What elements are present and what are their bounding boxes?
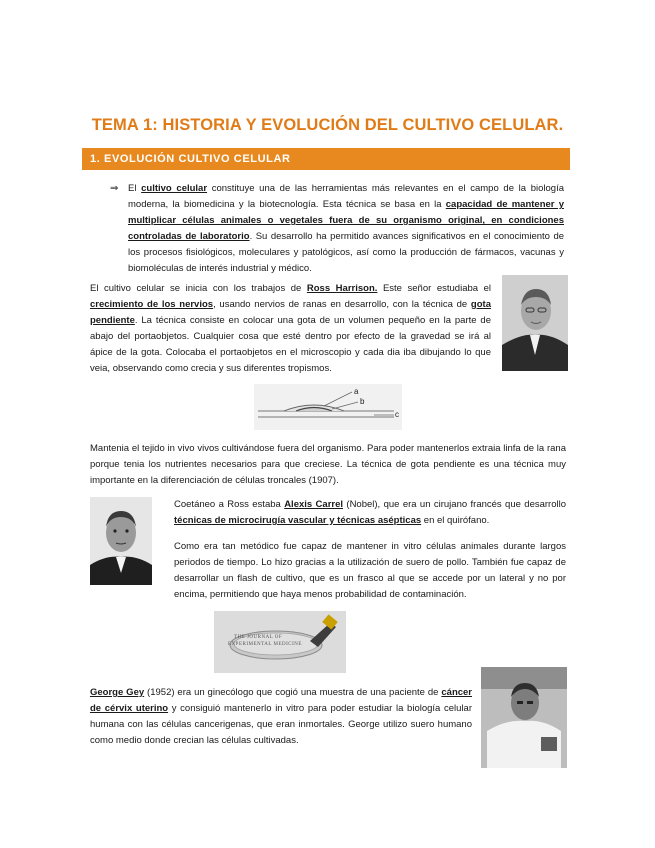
journal-line2: EXPERIMENTAL MEDICINE [228,642,302,647]
text: constituye una de las herramientas más relevantes en el campo de la biología moderna, la biomedicina y la biotecnología. Esta técnica se basa en la [128,183,564,210]
text: El [128,183,142,194]
section-heading: 1. EVOLUCIÓN CULTIVO CELULAR [82,148,570,170]
page-title: TEMA 1: HISTORIA Y EVOLUCIÓN DEL CULTIVO CELULAR. [91,116,564,134]
culture-flask-photo [214,611,346,673]
journal-line1: THE JOURNAL OF [234,635,283,640]
ross-harrison-photo [502,275,568,371]
text: (1952) era un ginecólogo que cogió una muestra de una paciente de [144,687,442,698]
keyword-capacidad: capacidad de mantener y multiplicar células animales o vegetales fuera de su organismo original, en condiciones controladas de laboratorio [128,199,564,242]
text: en el quirófano. [421,515,490,526]
alexis-carrel-photo [90,497,152,585]
george-gey-photo [481,667,567,768]
intro-paragraph [128,181,564,277]
keyword-gota-pendiente: gota pendiente [90,299,491,326]
gey-paragraph [90,685,472,749]
hanging-drop-diagram [254,384,402,430]
keyword-george-gey: George Gey [90,687,145,698]
keyword-cancer-cervix: cáncer de cérvix uterino [90,687,473,714]
text: Este señor estudiaba el [377,283,491,294]
text: (Nobel), que era un cirujano francés que desarrollo [343,499,567,510]
text: Coetáneo a Ross estaba [174,499,285,510]
text: El cultivo celular se inicia con los trabajos de [90,283,307,294]
text: . Su desarrollo ha permitido avances significativos en el conocimiento de los procesos fisiológicos, moleculares y patológicos, así como la producción de fármacos, vacunas y biomoléculas de interés industrial y médico. [128,231,565,274]
text: . La técnica consiste en colocar una gota de un volumen pequeño en la parte de abajo del portaobjetos. Cualquier cosa que esté dentro por efecto de la gravedad se irá al ápice de la gota. Colocaba el portaobjetos en el microscopio y cada dia iba dibujando lo que veia, observando como crecia y sus diferentes tropismos. [90,315,491,374]
keyword-crecimiento-nervios: crecimiento de los nervios [90,299,214,310]
keyword-alexis-carrel: Alexis Carrel [284,499,344,510]
diagram-label-c: c [395,410,399,419]
text: , usando nervios de ranas en desarrollo, con la técnica de [213,299,471,310]
harrison-paragraph [90,281,491,377]
carrel-paragraph [174,497,566,529]
bullet-arrow-icon: ⇒ [110,183,119,194]
keyword-tecnicas: técnicas de microcirugía vascular y técnicas asépticas [174,515,422,526]
diagram-label-b: b [360,397,365,406]
keyword-cultivo-celular: cultivo celular [141,183,208,194]
diagram-label-a: a [354,387,359,396]
text: y consiguió mantenerlo in vitro para poder estudiar la biología celular humana con las células cancerigenas, que eran inmortales. George utilizo suero humano como medio donde crecian las células cultivadas. [90,703,472,746]
carrel-paragraph-2: Como era tan metódico fue capaz de mantener in vitro células animales durante largos periodos de tiempo. Lo hizo gracias a la utilización de suero de pollo. También fue capaz de desarrollar un flash de cultivo, que es un frasco al que se accede por un lateral y no por encima, permitiendo que haya menos probabilidad de contaminación. [174,541,566,600]
keyword-ross-harrison: Ross Harrison. [306,283,378,294]
tissue-paragraph: Mantenia el tejido in vivo vivos cultivándose fuera del organismo. Para poder mantenerlos extraia linfa de la rana porque tenia los nutrientes necesarios para que creciese. La técnica de gota pendiente es una técnica muy importante en la diferenciación de células troncales (1907). [90,443,566,486]
